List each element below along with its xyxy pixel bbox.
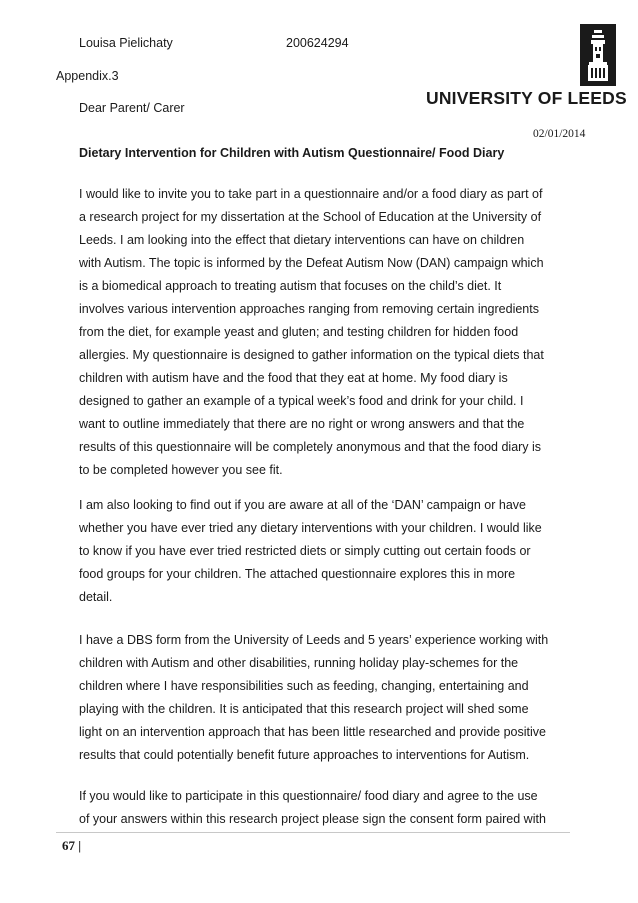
paragraph-line: children where I have responsibilities such as feeding, changing, entertaining and <box>79 679 529 693</box>
paragraph-line: food groups for your children. The attached questionnaire explores this in more <box>79 567 516 581</box>
university-logo-text: UNIVERSITY OF LEEDS <box>426 88 627 108</box>
author-name: Louisa Pielichaty <box>79 36 173 50</box>
paragraph-line: If you would like to participate in this questionnaire/ food diary and agree to the use <box>79 789 538 803</box>
footer-divider <box>56 832 570 833</box>
paragraph-line: to be completed however you see fit. <box>79 463 283 477</box>
paragraph-line: to know if you have ever tried restricted diets or simply cutting out certain foods or <box>79 544 531 558</box>
paragraph-line: from the diet, for example yeast and gluten; and testing children for hidden food <box>79 325 519 339</box>
paragraph-line: I am also looking to find out if you are aware at all of the ‘DAN’ campaign or have <box>79 498 526 512</box>
paragraph-line: with Autism. The topic is informed by the Defeat Autism Now (DAN) campaign which <box>79 256 544 270</box>
paragraph-line: light on an intervention approach that has been little researched and provide positive <box>79 725 546 739</box>
paragraph-line: a research project for my dissertation at the School of Education at the University of <box>79 210 542 224</box>
paragraph-line: children with autism have and the food that they eat at home. My food diary is <box>79 371 508 385</box>
paragraph-line: whether you have ever tried any dietary interventions with your children. I would like <box>79 521 542 535</box>
university-logo <box>426 24 627 109</box>
paragraph-line: children with Autism and other disabilities, running holiday play-schemes for the <box>79 656 519 670</box>
paragraph-line: playing with the children. It is anticipated that this research project will shed some <box>79 702 529 716</box>
greeting: Dear Parent/ Carer <box>79 101 185 115</box>
paragraph-line: detail. <box>79 590 113 604</box>
paragraph-line: want to outline immediately that there are no right or wrong answers and that the <box>79 417 525 431</box>
paragraph-line: results of this questionnaire will be completely anonymous and that the food diary is <box>79 440 542 454</box>
appendix-label: Appendix.3 <box>56 69 119 83</box>
paragraph-line: of your answers within this research project please sign the consent form paired with <box>79 812 546 826</box>
paragraph-line: designed to gather an example of a typical week’s food and drink for your child. I <box>79 394 524 408</box>
parkinson-tower-icon <box>580 24 616 86</box>
paragraph-1 <box>79 183 569 482</box>
paragraph-line: involves various intervention approaches ranging from removing certain ingredients <box>79 302 539 316</box>
paragraph-line: results that could potentially benefit future approaches to interventions for Autism. <box>79 748 530 762</box>
student-id: 200624294 <box>286 36 349 50</box>
paragraph-line: I have a DBS form from the University of Leeds and 5 years’ experience working with <box>79 633 549 647</box>
paragraph-3 <box>79 629 569 767</box>
paragraph-2 <box>79 494 569 609</box>
paragraph-line: is a biomedical approach to treating autism that focuses on the child’s diet. It <box>79 279 502 293</box>
page-number: 67 | <box>62 838 82 853</box>
paragraph-4 <box>79 785 569 831</box>
paragraph-line: I would like to invite you to take part in a questionnaire and/or a food diary as part of <box>79 187 543 201</box>
letter-date: 02/01/2014 <box>533 128 586 140</box>
document-title: Dietary Intervention for Children with Autism Questionnaire/ Food Diary <box>79 146 505 160</box>
paragraph-line: allergies. My questionnaire is designed to gather information on the typical diets that <box>79 348 544 362</box>
paragraph-line: Leeds. I am looking into the effect that dietary interventions can have on children <box>79 233 525 247</box>
